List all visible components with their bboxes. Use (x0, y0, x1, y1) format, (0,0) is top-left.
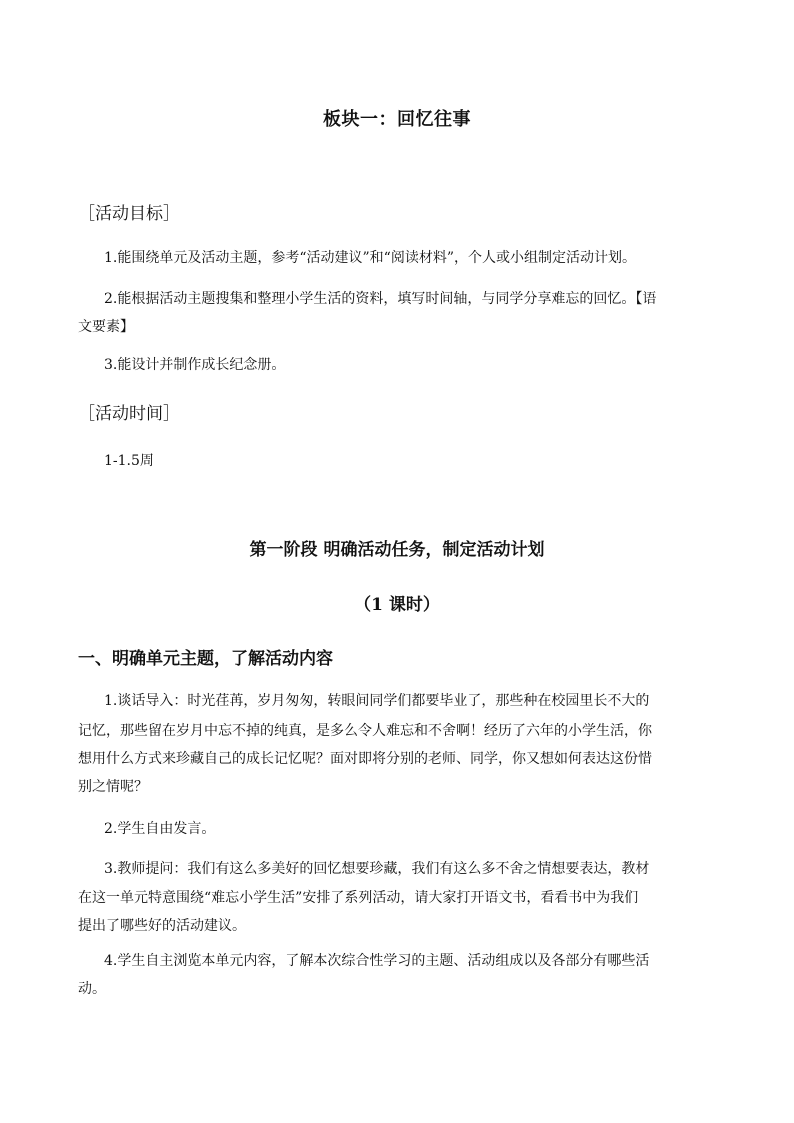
stage-title: 第一阶段 明确活动任务，制定活动计划 (249, 540, 545, 560)
section-1-p4-line-1: 4.学生自主浏览本单元内容，了解本次综合性学习的主题、活动组成以及各部分有哪些活 (104, 953, 650, 969)
goal-item-1: 1.能围绕单元及活动主题，参考“活动建议”和“阅读材料”，个人或小组制定活动计划。 (104, 250, 636, 266)
section-1-p1-line-2: 记忆，那些留在岁月中忘不掉的纯真，是多么令人难忘和不舍啊！经历了六年的小学生活，你 (78, 723, 652, 739)
time-value: 1-1.5周 (104, 453, 154, 469)
section-1-heading: 一、明确单元主题，了解活动内容 (78, 649, 333, 669)
goal-item-2-line-1: 2.能根据活动主题搜集和整理小学生活的资料，填写时间轴，与同学分享难忘的回忆。【语 (104, 291, 657, 307)
section-1-p4-line-2: 动。 (78, 981, 106, 997)
goals-heading: ［活动目标］ (78, 204, 180, 224)
goal-item-3: 3.能设计并制作成长纪念册。 (104, 357, 286, 373)
stage-hours: （1 课时） (354, 595, 440, 615)
section-1-p1-line-1: 1.谈话导入：时光荏苒，岁月匆匆，转眼间同学们都要毕业了，那些种在校园里长不大的 (104, 693, 650, 709)
section-1-p3-line-2: 在这一单元特意围绕“难忘小学生活”安排了系列活动，请大家打开语文书，看看书中为我们 (78, 890, 639, 906)
page-title: 板块一：回忆往事 (323, 109, 471, 130)
time-heading: ［活动时间］ (78, 404, 180, 424)
section-1-p2: 2.学生自由发言。 (104, 821, 216, 837)
section-1-p1-line-3: 想用什么方式来珍藏自己的成长记忆呢？面对即将分别的老师、同学，你又想如何表达这份惜 (78, 751, 652, 767)
section-1-p3-line-3: 提出了哪些好的活动建议。 (78, 918, 246, 934)
section-1-p3-line-1: 3.教师提问：我们有这么多美好的回忆想要珍藏，我们有这么多不舍之情想要表达，教材 (104, 861, 650, 877)
goal-item-2-line-2: 文要素】 (78, 319, 134, 335)
section-1-p1-line-4: 别之情呢？ (78, 779, 148, 795)
